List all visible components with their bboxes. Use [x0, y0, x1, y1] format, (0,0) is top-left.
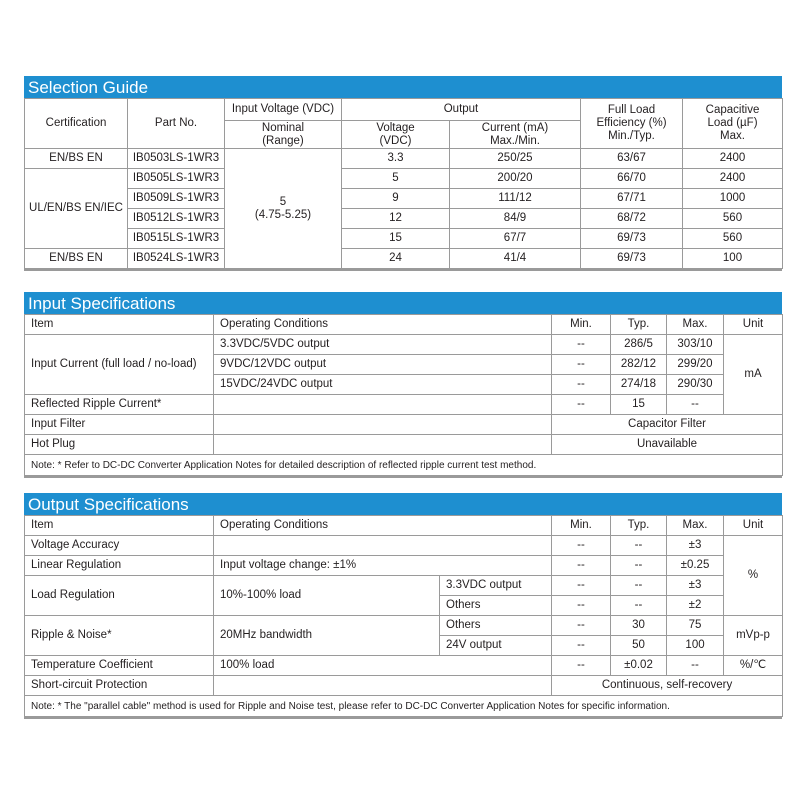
- max-cell: 75: [667, 616, 724, 636]
- typ-cell: --: [611, 556, 667, 576]
- condition-cell: [214, 415, 552, 435]
- voltage-cell: 24: [342, 249, 450, 269]
- table-row: [25, 576, 783, 596]
- unit-cell: mVp-p: [724, 616, 783, 656]
- typ-cell: 30: [611, 616, 667, 636]
- typ-cell: --: [611, 596, 667, 616]
- condition-cell: 15VDC/24VDC output: [214, 375, 552, 395]
- col-header-output: Output: [342, 99, 581, 121]
- condition-cell: [214, 435, 552, 455]
- typ-cell: 286/5: [611, 335, 667, 355]
- current-cell: 200/20: [450, 169, 581, 189]
- table-row: [25, 616, 783, 636]
- part-no-cell: IB0505LS-1WR3: [128, 169, 225, 189]
- max-cell: ±3: [667, 576, 724, 596]
- efficiency-cell: 69/73: [581, 249, 683, 269]
- output-specifications-section: [24, 493, 782, 719]
- sub-condition-cell: 3.3VDC output: [440, 576, 552, 596]
- min-cell: --: [552, 616, 611, 636]
- condition-cell: 100% load: [214, 656, 552, 676]
- table-row: [25, 189, 783, 209]
- col-header-voltage: Voltage (VDC): [342, 121, 450, 149]
- max-cell: --: [667, 656, 724, 676]
- min-cell: --: [552, 395, 611, 415]
- current-cell: 250/25: [450, 149, 581, 169]
- item-cell: Input Current (full load / no-load): [25, 335, 214, 395]
- unit-cell: mA: [724, 335, 783, 415]
- max-cell: 299/20: [667, 355, 724, 375]
- voltage-cell: 12: [342, 209, 450, 229]
- col-header-efficiency: Full Load Efficiency (%) Min./Typ.: [581, 99, 683, 149]
- certification-cell: EN/BS EN: [25, 149, 128, 169]
- table-row: [25, 556, 783, 576]
- input-note: Note: * Refer to DC-DC Converter Application Notes for detailed description of reflected ripple current test method.: [25, 455, 783, 476]
- capacitive-load-cell: 1000: [683, 189, 783, 209]
- typ-cell: ±0.02: [611, 656, 667, 676]
- efficiency-cell: 63/67: [581, 149, 683, 169]
- capacitive-load-cell: 2400: [683, 149, 783, 169]
- max-cell: ±0.25: [667, 556, 724, 576]
- value-cell: Unavailable: [552, 435, 783, 455]
- condition-cell: 20MHz bandwidth: [214, 616, 440, 656]
- efficiency-cell: 68/72: [581, 209, 683, 229]
- table-row: [25, 435, 783, 455]
- current-cell: 41/4: [450, 249, 581, 269]
- condition-cell: [214, 676, 552, 696]
- col-header-operating-conditions: Operating Conditions: [214, 315, 552, 335]
- table-row: [25, 249, 783, 269]
- part-no-cell: IB0515LS-1WR3: [128, 229, 225, 249]
- voltage-cell: 9: [342, 189, 450, 209]
- col-header-max: Max.: [667, 315, 724, 335]
- table-row: [25, 395, 783, 415]
- efficiency-cell: 69/73: [581, 229, 683, 249]
- item-cell: Load Regulation: [25, 576, 214, 616]
- table-row: [25, 415, 783, 435]
- selection-guide-section: [24, 76, 782, 271]
- min-cell: --: [552, 355, 611, 375]
- condition-cell: 9VDC/12VDC output: [214, 355, 552, 375]
- typ-cell: 282/12: [611, 355, 667, 375]
- col-header-input-voltage: Input Voltage (VDC): [225, 99, 342, 121]
- item-cell: Input Filter: [25, 415, 214, 435]
- table-row: [25, 335, 783, 355]
- col-header-min: Min.: [552, 315, 611, 335]
- input-specifications-section: [24, 292, 782, 478]
- unit-cell: %/℃: [724, 656, 783, 676]
- col-header-min: Min.: [552, 516, 611, 536]
- item-cell: Hot Plug: [25, 435, 214, 455]
- col-header-item: Item: [25, 315, 214, 335]
- min-cell: --: [552, 375, 611, 395]
- certification-cell: UL/EN/BS EN/IEC: [25, 169, 128, 249]
- item-cell: Short-circuit Protection: [25, 676, 214, 696]
- input-specifications-title: Input Specifications: [24, 292, 782, 314]
- part-no-cell: IB0503LS-1WR3: [128, 149, 225, 169]
- min-cell: --: [552, 576, 611, 596]
- max-cell: 290/30: [667, 375, 724, 395]
- current-cell: 84/9: [450, 209, 581, 229]
- col-header-unit: Unit: [724, 315, 783, 335]
- certification-cell: EN/BS EN: [25, 249, 128, 269]
- voltage-cell: 5: [342, 169, 450, 189]
- input-specifications-table: [24, 314, 783, 476]
- sub-condition-cell: Others: [440, 616, 552, 636]
- condition-cell: [214, 536, 552, 556]
- condition-cell: Input voltage change: ±1%: [214, 556, 552, 576]
- typ-cell: 50: [611, 636, 667, 656]
- table-row: [25, 656, 783, 676]
- typ-cell: --: [611, 576, 667, 596]
- selection-guide-title: Selection Guide: [24, 76, 782, 98]
- col-header-current: Current (mA) Max./Min.: [450, 121, 581, 149]
- min-cell: --: [552, 656, 611, 676]
- col-header-unit: Unit: [724, 516, 783, 536]
- item-cell: Linear Regulation: [25, 556, 214, 576]
- col-header-operating-conditions: Operating Conditions: [214, 516, 552, 536]
- table-row: [25, 169, 783, 189]
- min-cell: --: [552, 596, 611, 616]
- col-header-typ: Typ.: [611, 315, 667, 335]
- typ-cell: 274/18: [611, 375, 667, 395]
- item-cell: Temperature Coefficient: [25, 656, 214, 676]
- nominal-input-cell: 5 (4.75-5.25): [225, 149, 342, 269]
- min-cell: --: [552, 556, 611, 576]
- table-row: [25, 676, 783, 696]
- min-cell: --: [552, 636, 611, 656]
- unit-cell: %: [724, 536, 783, 616]
- part-no-cell: IB0509LS-1WR3: [128, 189, 225, 209]
- value-cell: Continuous, self-recovery: [552, 676, 783, 696]
- voltage-cell: 15: [342, 229, 450, 249]
- max-cell: 100: [667, 636, 724, 656]
- table-row: [25, 209, 783, 229]
- output-note: Note: * The "parallel cable" method is used for Ripple and Noise test, please refer to DC-DC Converter Application Notes for specific information.: [25, 696, 783, 717]
- typ-cell: --: [611, 536, 667, 556]
- max-cell: --: [667, 395, 724, 415]
- current-cell: 111/12: [450, 189, 581, 209]
- capacitive-load-cell: 100: [683, 249, 783, 269]
- item-cell: Reflected Ripple Current*: [25, 395, 214, 415]
- selection-guide-table: [24, 98, 783, 269]
- table-row: [25, 536, 783, 556]
- condition-cell: [214, 395, 552, 415]
- item-cell: Voltage Accuracy: [25, 536, 214, 556]
- col-header-typ: Typ.: [611, 516, 667, 536]
- item-cell: Ripple & Noise*: [25, 616, 214, 656]
- condition-cell: 10%-100% load: [214, 576, 440, 616]
- table-row: [25, 149, 783, 169]
- current-cell: 67/7: [450, 229, 581, 249]
- typ-cell: 15: [611, 395, 667, 415]
- col-header-item: Item: [25, 516, 214, 536]
- part-no-cell: IB0512LS-1WR3: [128, 209, 225, 229]
- col-header-certification: Certification: [25, 99, 128, 149]
- col-header-part-no: Part No.: [128, 99, 225, 149]
- col-header-capacitive-load: Capacitive Load (µF) Max.: [683, 99, 783, 149]
- capacitive-load-cell: 2400: [683, 169, 783, 189]
- capacitive-load-cell: 560: [683, 229, 783, 249]
- min-cell: --: [552, 536, 611, 556]
- table-row: [25, 229, 783, 249]
- sub-condition-cell: Others: [440, 596, 552, 616]
- max-cell: 303/10: [667, 335, 724, 355]
- col-header-max: Max.: [667, 516, 724, 536]
- min-cell: --: [552, 335, 611, 355]
- capacitive-load-cell: 560: [683, 209, 783, 229]
- efficiency-cell: 67/71: [581, 189, 683, 209]
- max-cell: ±3: [667, 536, 724, 556]
- output-specifications-table: [24, 515, 783, 717]
- efficiency-cell: 66/70: [581, 169, 683, 189]
- sub-condition-cell: 24V output: [440, 636, 552, 656]
- col-header-nominal: Nominal (Range): [225, 121, 342, 149]
- condition-cell: 3.3VDC/5VDC output: [214, 335, 552, 355]
- max-cell: ±2: [667, 596, 724, 616]
- voltage-cell: 3.3: [342, 149, 450, 169]
- output-specifications-title: Output Specifications: [24, 493, 782, 515]
- part-no-cell: IB0524LS-1WR3: [128, 249, 225, 269]
- value-cell: Capacitor Filter: [552, 415, 783, 435]
